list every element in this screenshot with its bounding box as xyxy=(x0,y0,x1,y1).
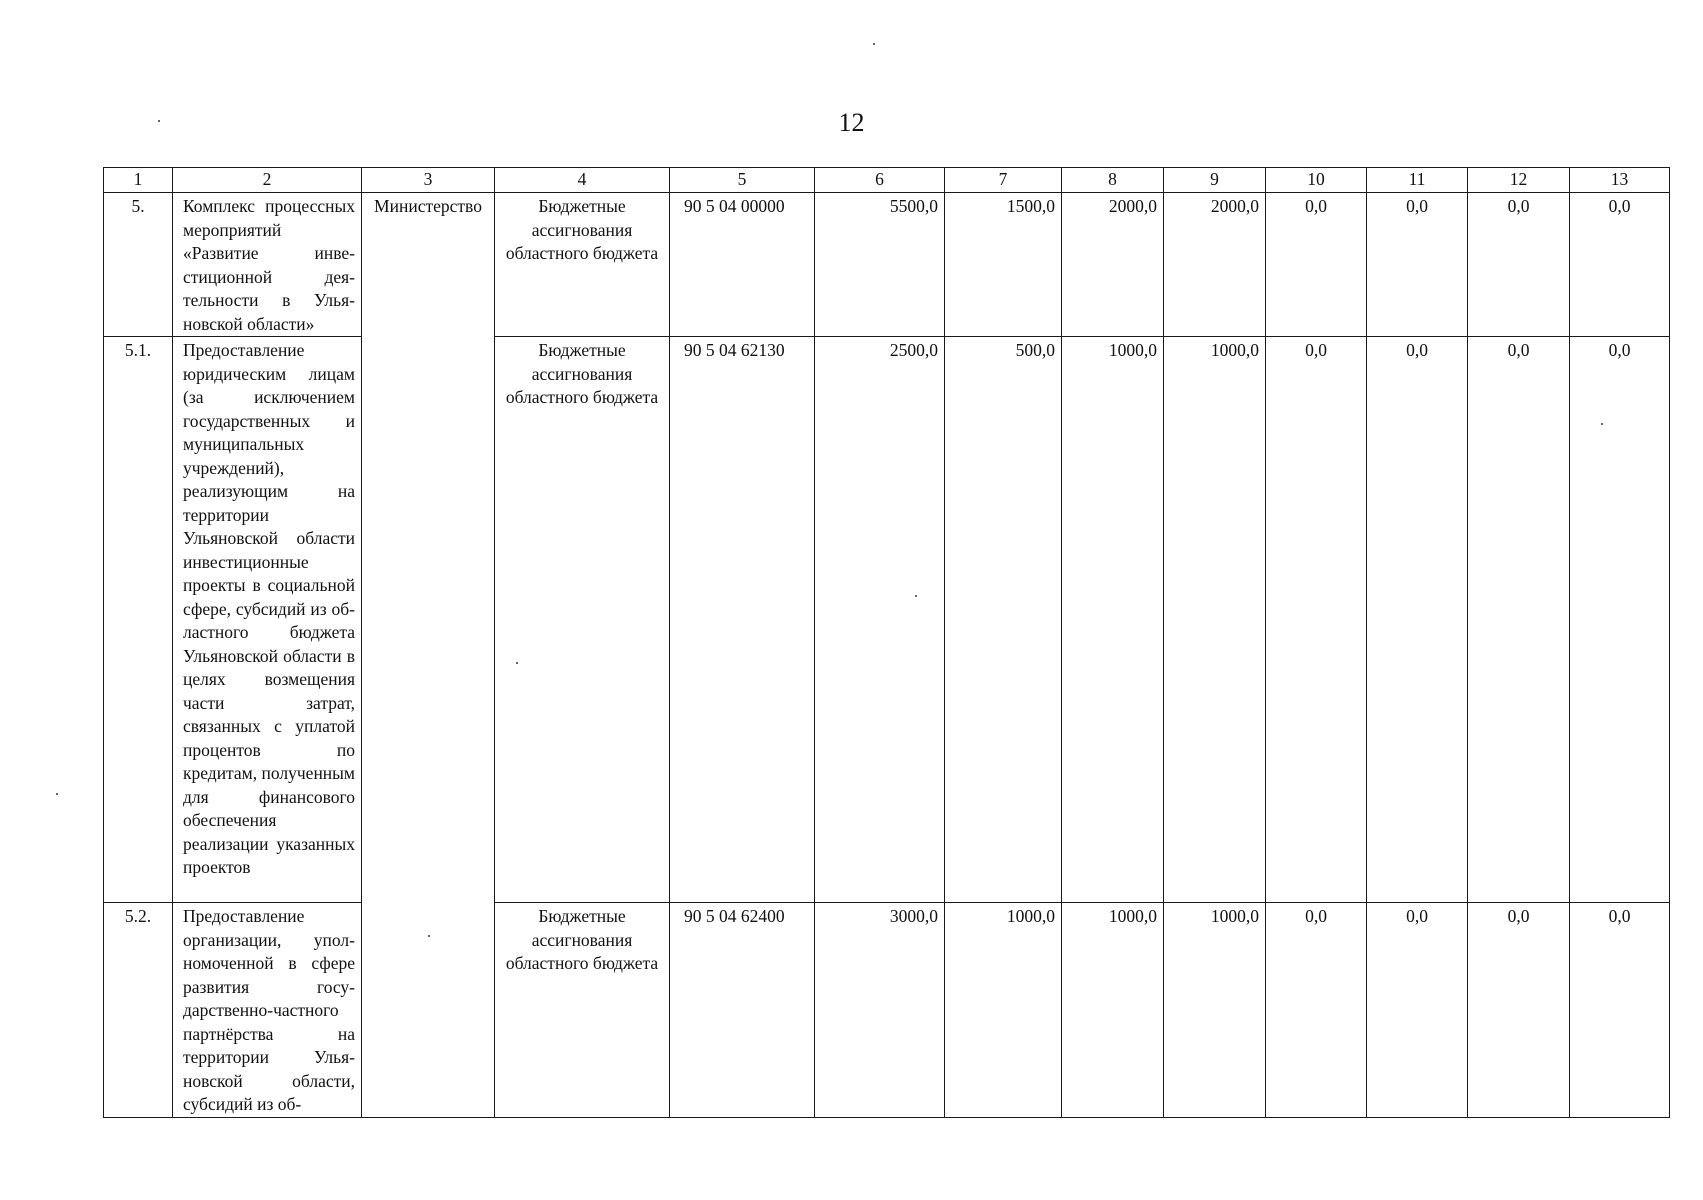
value-col-11: 0,0 xyxy=(1367,193,1468,337)
scan-speck xyxy=(873,43,875,45)
header-cell: 9 xyxy=(1164,168,1266,193)
scan-speck xyxy=(915,595,917,597)
funding-source: Бюджетные ассигнования областного бюджета xyxy=(495,903,670,1118)
header-cell: 12 xyxy=(1468,168,1570,193)
funding-source: Бюджетные ассигнования областного бюджета xyxy=(495,337,670,903)
activity-name: Комплекс процессных мероприятий «Развитие инвестиционной деятельности в Ульяновской области» xyxy=(173,193,362,337)
funding-source: Бюджетные ассигнования областного бюджета xyxy=(495,193,670,337)
scan-speck xyxy=(516,662,518,664)
value-col-8: 1000,0 xyxy=(1062,337,1164,903)
table-row xyxy=(104,903,1670,1118)
value-col-11: 0,0 xyxy=(1367,903,1468,1118)
row-number: 5.2. xyxy=(104,903,173,1118)
executor-cell: Министерство xyxy=(362,193,495,1118)
header-cell: 8 xyxy=(1062,168,1164,193)
page-number: 12 xyxy=(838,108,865,137)
value-col-9: 2000,0 xyxy=(1164,193,1266,337)
value-col-9: 1000,0 xyxy=(1164,337,1266,903)
header-cell: 11 xyxy=(1367,168,1468,193)
budget-table xyxy=(103,167,1670,1118)
value-col-10: 0,0 xyxy=(1266,903,1367,1118)
value-col-9: 1000,0 xyxy=(1164,903,1266,1118)
scan-speck xyxy=(56,793,58,795)
row-number: 5. xyxy=(104,193,173,337)
value-col-6: 5500,0 xyxy=(815,193,945,337)
table-row xyxy=(104,193,1670,337)
activity-name: Предоставление юридическим лицам (за исключением государственных и муниципальных учреждений), реализующим на территории Ульяновской области инвестиционные проекты в социальной сфере, субсидий из областного бюджета Ульяновской области в целях возмещения части затрат, связанных с уплатой процентов по кредитам, полученным для финансового обеспечения реализации указанных проектов xyxy=(173,337,362,903)
value-col-11: 0,0 xyxy=(1367,337,1468,903)
value-col-8: 2000,0 xyxy=(1062,193,1164,337)
value-col-6: 2500,0 xyxy=(815,337,945,903)
budget-code: 90 5 04 62130 xyxy=(670,337,815,903)
value-col-12: 0,0 xyxy=(1468,903,1570,1118)
header-cell: 1 xyxy=(104,168,173,193)
header-cell: 7 xyxy=(945,168,1062,193)
value-col-12: 0,0 xyxy=(1468,193,1570,337)
value-col-7: 1500,0 xyxy=(945,193,1062,337)
value-col-12: 0,0 xyxy=(1468,337,1570,903)
scan-speck xyxy=(428,935,430,937)
header-cell: 10 xyxy=(1266,168,1367,193)
value-col-13: 0,0 xyxy=(1570,337,1670,903)
budget-code: 90 5 04 62400 xyxy=(670,903,815,1118)
table-row xyxy=(104,337,1670,903)
value-col-6: 3000,0 xyxy=(815,903,945,1118)
header-cell: 6 xyxy=(815,168,945,193)
value-col-8: 1000,0 xyxy=(1062,903,1164,1118)
scan-speck xyxy=(158,120,160,122)
value-col-13: 0,0 xyxy=(1570,903,1670,1118)
row-number: 5.1. xyxy=(104,337,173,903)
scan-speck xyxy=(1601,423,1603,425)
value-col-13: 0,0 xyxy=(1570,193,1670,337)
value-col-10: 0,0 xyxy=(1266,193,1367,337)
header-cell: 13 xyxy=(1570,168,1670,193)
header-cell: 5 xyxy=(670,168,815,193)
value-col-10: 0,0 xyxy=(1266,337,1367,903)
activity-name: Предоставление организации, уполномоченной в сфере развития государственно-частного партнёрства на территории Ульяновской области, субсидий из об- xyxy=(173,903,362,1118)
header-row xyxy=(104,168,1670,193)
budget-code: 90 5 04 00000 xyxy=(670,193,815,337)
header-cell: 4 xyxy=(495,168,670,193)
header-cell: 3 xyxy=(362,168,495,193)
value-col-7: 500,0 xyxy=(945,337,1062,903)
header-cell: 2 xyxy=(173,168,362,193)
value-col-7: 1000,0 xyxy=(945,903,1062,1118)
